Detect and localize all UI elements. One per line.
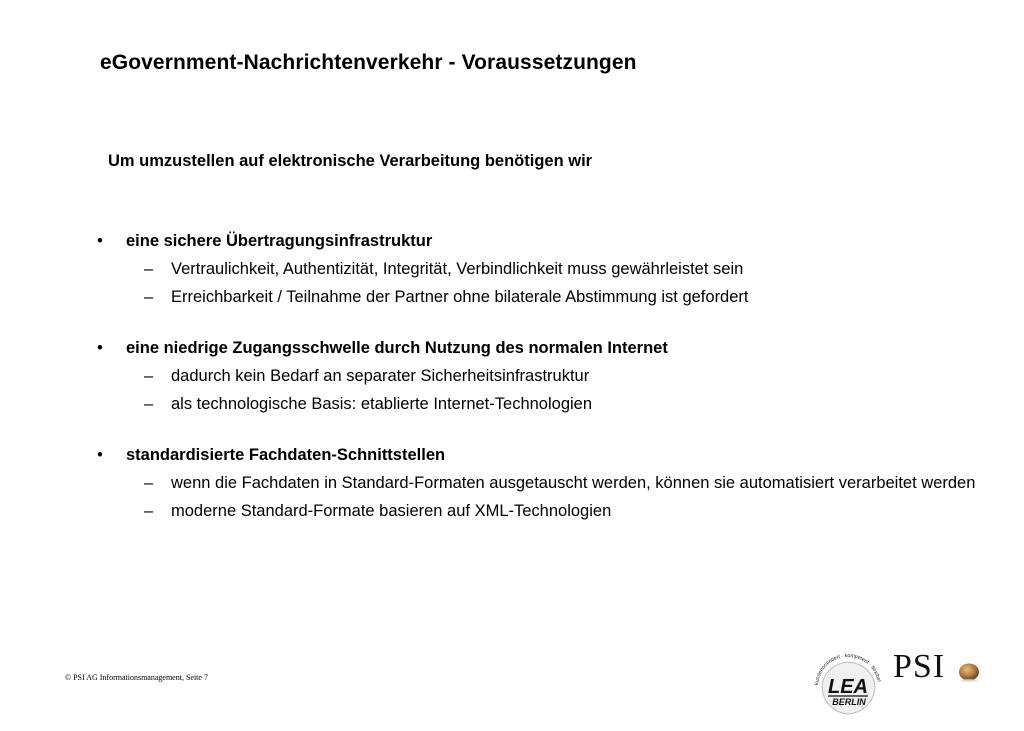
slide-intro: Um umzustellen auf elektronische Verarbeitung benötigen wir [108,152,593,170]
sub-dash: – [144,287,154,306]
bullet-text: eine sichere Übertragungsinfrastruktur [126,232,433,250]
sub-dash: – [144,394,154,413]
lea-main-text: LEA [828,676,868,698]
bullet-item [96,229,976,308]
bullet-item [96,336,976,415]
sub-item [96,472,976,495]
sub-item [96,258,976,281]
sub-item [96,500,976,523]
sub-text: als technologische Basis: etablierte Internet-Technologien [171,394,593,413]
bullet-dot: • [97,339,103,357]
bullet-dot: • [97,232,103,250]
bullet-text: standardisierte Fachdaten-Schnittstellen [126,446,446,464]
footer-copyright: © PSI AG Informationsmanagement, Seite 7 [65,673,208,682]
lea-sub-text: BERLIN [832,697,866,707]
lea-berlin-logo [808,645,888,721]
sub-dash: – [144,367,154,385]
sub-text: dadurch kein Bedarf an separater Sicherheitsinfrastruktur [171,367,590,385]
sub-item [96,286,976,309]
bullet-list [96,229,976,550]
sub-text: Erreichbarkeit / Teilnahme der Partner ohne bilaterale Abstimmung ist gefordert [171,287,749,306]
psi-ball-icon [958,660,980,682]
psi-logo-text: PSI [893,648,946,685]
sub-text: moderne Standard-Formate basieren auf XML-Technologien [171,501,612,520]
bullet-dot: • [97,446,103,464]
sub-dash: – [144,474,154,492]
lea-ring-text: kundenorientiert · kompetent · flexibel [814,652,882,686]
sub-item [96,393,976,416]
sub-dash: – [144,260,154,278]
sub-dash: – [144,501,154,520]
sub-text: wenn die Fachdaten in Standard-Formaten ausgetauscht werden, können sie automatisiert verarbeitet werden [171,474,976,492]
sub-item [96,365,976,388]
psi-logo [893,648,983,692]
slide-title: eGovernment-Nachrichtenverkehr - Voraussetzungen [100,51,637,74]
bullet-text: eine niedrige Zugangsschwelle durch Nutzung des normalen Internet [126,339,668,357]
bullet-item [96,443,976,522]
sub-text: Vertraulichkeit, Authentizität, Integrität, Verbindlichkeit muss gewährleistet sein [171,260,744,278]
